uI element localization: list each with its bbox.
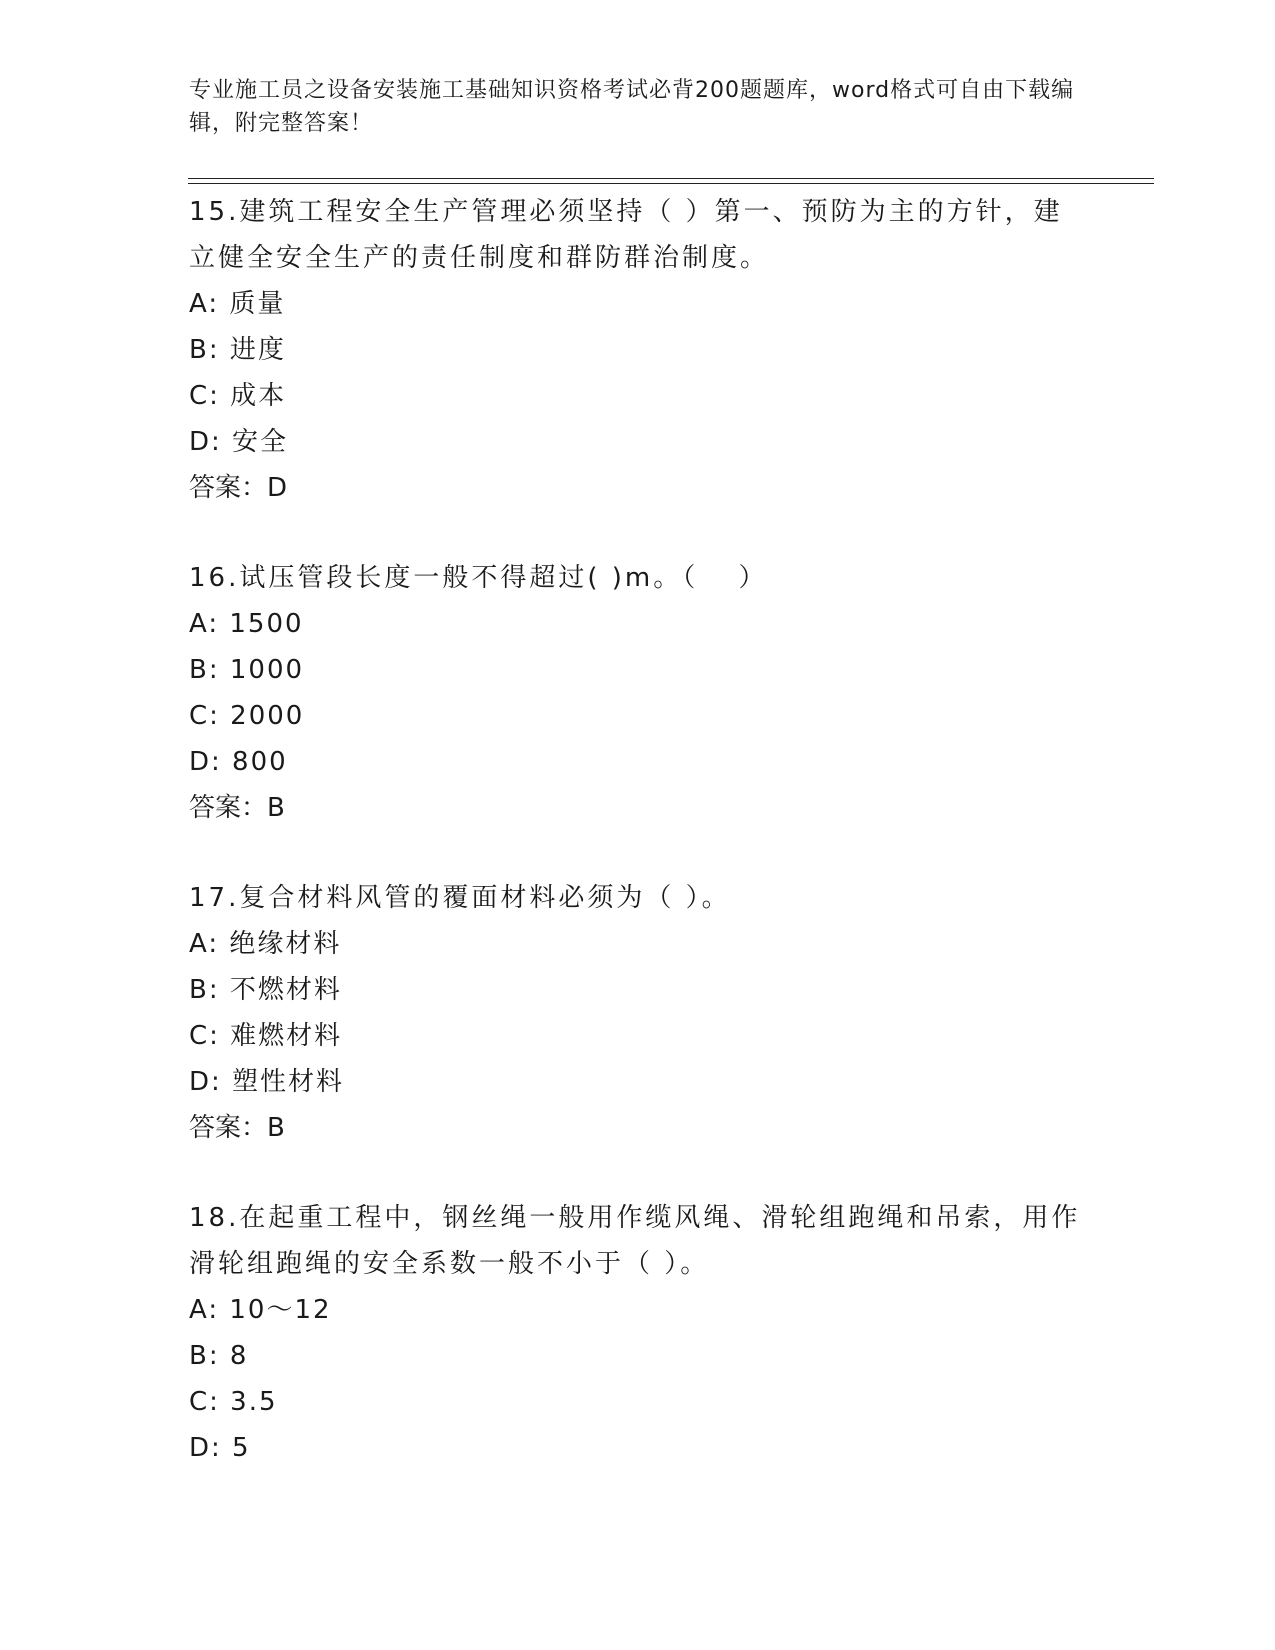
question-stem: 15.建筑工程安全生产管理必须坚持（ ）第一、预防为主的方针，建立健全安全生产的责任制度和群防群治制度。: [189, 197, 1063, 273]
option-d: D: 800: [189, 747, 288, 777]
option-a: A: 绝缘材料: [189, 929, 342, 959]
answer: 答案：D: [189, 473, 288, 503]
question-stem: 18.在起重工程中，钢丝绳一般用作缆风绳、滑轮组跑绳和吊索，用作滑轮组跑绳的安全系数一般不小于（ ）。: [189, 1203, 1081, 1279]
option-b: B: 不燃材料: [189, 975, 342, 1005]
question-stem: 16.试压管段长度一般不得超过( )m。（ ）: [189, 563, 768, 593]
option-b: B: 1000: [189, 655, 305, 685]
answer: 答案：B: [189, 1113, 285, 1143]
header-title: 专业施工员之设备安装施工基础知识资格考试必背200题题库，word格式可自由下载编辑，附完整答案！: [189, 78, 1075, 136]
option-c: C: 2000: [189, 701, 305, 731]
option-a: A: 质量: [189, 289, 286, 319]
option-a: A: 1500: [189, 609, 304, 639]
question-15: [189, 189, 1089, 511]
header-divider-bottom: [188, 183, 1154, 184]
option-b: B: 8: [189, 1341, 249, 1371]
option-b: B: 进度: [189, 335, 286, 365]
option-d: D: 塑性材料: [189, 1067, 345, 1097]
answer: 答案：B: [189, 793, 285, 823]
question-17: [189, 875, 1089, 1151]
option-c: C: 难燃材料: [189, 1021, 343, 1051]
option-c: C: 成本: [189, 381, 287, 411]
question-16: [189, 555, 1089, 831]
header-divider-top: [188, 178, 1154, 179]
question-18: [189, 1195, 1089, 1471]
option-d: D: 5: [189, 1433, 251, 1463]
option-a: A: 10～12: [189, 1295, 332, 1325]
document-header: [189, 74, 1089, 140]
option-c: C: 3.5: [189, 1387, 278, 1417]
question-stem: 17.复合材料风管的覆面材料必须为（ ）。: [189, 883, 731, 913]
option-d: D: 安全: [189, 427, 289, 457]
